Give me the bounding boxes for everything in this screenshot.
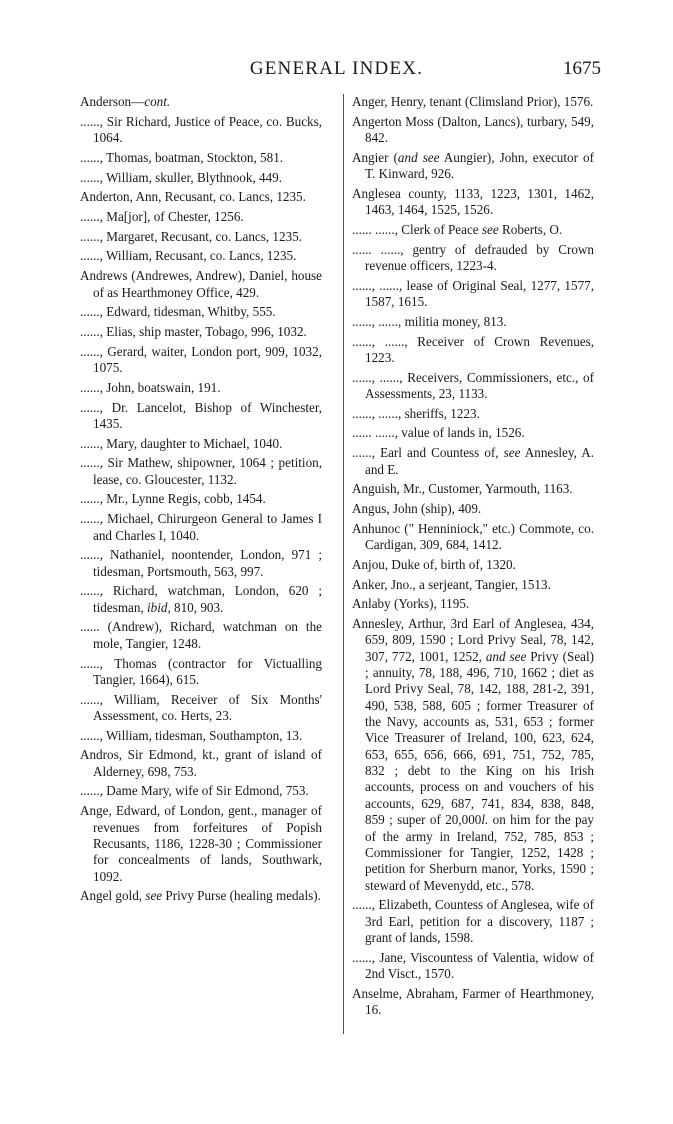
index-entry: Angel gold, see Privy Purse (healing medals). <box>80 888 321 904</box>
index-entry: Anglesea county, 1133, 1223, 1301, 1462, 1463, 1464, 1525, 1526. <box>352 185 594 218</box>
index-entry: ......, Thomas, boatman, Stockton, 581. <box>80 149 284 165</box>
index-entry: ......, Mary, daughter to Michael, 1040. <box>80 435 283 451</box>
index-column-left <box>80 94 322 908</box>
page-header <box>0 58 673 88</box>
index-entry: Annesley, Arthur, 3rd Earl of Anglesea, 434, 659, 809, 1590 ; Lord Privy Seal, 78, 142, 307, 772, 1001, 1252, and see Privy (Seal) ; annuity, 78, 188, 496, 710, 1662 ; diet as Lord Privy Seal, 78, 142, 188, 281-2, 391, 490, 538, 588, 605 ; former Treasurer of the Navy, accounts as, 531, 653 ; former Vice Treasurer of Ireland, 100, 623, 624, 653, 655, 656, 666, 691, 751, 752, 785, 832 ; debt to the King on his Irish accounts, process on and vouchers of his accounts, 629, 687, 741, 834, 838, 848, 859 ; super of 20,000l. on him for the pay of the army in Ireland, 752, 785, 853 ; Commissioner for Tangier, 1252, 1428 ; petition for Sherburn manor, Yorks, 1590 ; steward of Mevenydd, etc., 578. <box>352 616 595 893</box>
index-entry: ......, ......, sheriffs, 1223. <box>352 405 480 421</box>
index-entry: ......, William, tidesman, Southampton, 13. <box>80 727 303 743</box>
index-entry: ......, William, skuller, Blythnook, 449. <box>80 169 283 185</box>
index-entry: Anguish, Mr., Customer, Yarmouth, 1163. <box>352 481 573 497</box>
index-entry: ......, Nathaniel, noontender, London, 971 ; tidesman, Portsmouth, 563, 997. <box>80 547 322 579</box>
index-entry: Andros, Sir Edmond, kt., grant of island of Alderney, 698, 753. <box>80 747 322 779</box>
index-entry: ......, Elizabeth, Countess of Anglesea, wife of 3rd Earl, petition for a discovery, 1187 ; grant of lands, 1598. <box>352 897 594 945</box>
index-entry: Anhunoc (" Henniniock," etc.) Commote, co. Cardigan, 309, 684, 1412. <box>352 520 594 553</box>
index-entry: ......, Thomas (contractor for Victualling Tangier, 1664), 615. <box>80 655 322 687</box>
index-entry: Andrews (Andrewes, Andrew), Daniel, house of as Hearthmoney Office, 429. <box>80 268 322 300</box>
column-divider <box>343 94 344 1034</box>
index-entry: ......, Mr., Lynne Regis, cobb, 1454. <box>80 491 266 507</box>
running-title: GENERAL INDEX. <box>249 58 424 79</box>
index-entry: Anker, Jno., a serjeant, Tangier, 1513. <box>352 576 551 592</box>
index-entry: ......, Sir Mathew, shipowner, 1064 ; petition, lease, co. Gloucester, 1132. <box>80 455 322 487</box>
index-entry: ......, ......, Receivers, Commissioners, etc., of Assessments, 23, 1133. <box>352 369 594 402</box>
index-entry: Angier (and see Aungier), John, executor of T. Kinward, 926. <box>352 149 594 182</box>
index-entry: ......, ......, lease of Original Seal, 1277, 1577, 1587, 1615. <box>352 277 594 310</box>
index-entry: ......, Ma[jor], of Chester, 1256. <box>80 209 244 225</box>
index-entry: ......, Richard, watchman, London, 620 ; tidesman, ibid, 810, 903. <box>80 583 322 615</box>
index-column-right <box>352 94 594 1022</box>
page-number: 1675 <box>563 58 601 79</box>
index-entry: Angerton Moss (Dalton, Lancs), turbary, 549, 842. <box>352 113 594 146</box>
index-entry: ......, William, Receiver of Six Months' Assessment, co. Herts, 23. <box>80 691 322 723</box>
index-entry: ...... ......, Clerk of Peace see Roberts, O. <box>352 221 563 237</box>
index-entry: ......, Earl and Countess of, see Annesley, A. and E. <box>352 445 594 477</box>
index-entry: ......, Sir Richard, Justice of Peace, co. Bucks, 1064. <box>80 113 322 146</box>
index-entry: ...... ......, value of lands in, 1526. <box>352 425 525 441</box>
index-entry: ......, John, boatswain, 191. <box>80 379 221 395</box>
index-entry: ......, Michael, Chirurgeon General to James I and Charles I, 1040. <box>80 511 322 543</box>
index-entry: ......, Elias, ship master, Tobago, 996, 1032. <box>80 324 307 340</box>
index-entry: Angus, John (ship), 409. <box>352 501 482 517</box>
index-entry: ......, Dr. Lancelot, Bishop of Winchester, 1435. <box>80 399 322 431</box>
index-entry: Anger, Henry, tenant (Climsland Prior), 1576. <box>352 94 594 109</box>
index-entry: Anselme, Abraham, Farmer of Hearthmoney, 16. <box>352 985 594 1018</box>
index-entry: Ange, Edward, of London, gent., manager of revenues from forfeitures of Popish Recusants, 1186, 1228-30 ; Commissioner for concealments of lands, Southwark, 1092. <box>80 803 322 884</box>
index-entry: ......, ......, Receiver of Crown Revenues, 1223. <box>352 333 594 365</box>
index-entry: ...... (Andrew), Richard, watchman on the mole, Tangier, 1248. <box>80 619 322 651</box>
index-entry: Anjou, Duke of, birth of, 1320. <box>352 556 516 572</box>
index-entry: ......, Margaret, Recusant, co. Lancs, 1235. <box>80 228 302 244</box>
index-entry: ...... ......, gentry of defrauded by Crown revenue officers, 1223-4. <box>352 241 594 274</box>
index-entry: ......, Edward, tidesman, Whitby, 555. <box>80 304 276 320</box>
index-entry: ......, Dame Mary, wife of Sir Edmond, 753. <box>80 783 309 799</box>
index-entry: ......, Gerard, waiter, London port, 909, 1032, 1075. <box>80 343 322 376</box>
index-entry: Anderton, Ann, Recusant, co. Lancs, 1235. <box>80 189 306 205</box>
index-entry: ......, ......, militia money, 813. <box>352 313 507 329</box>
index-entry: Anlaby (Yorks), 1195. <box>352 596 470 612</box>
index-entry: ......, William, Recusant, co. Lancs, 1235. <box>80 248 297 264</box>
index-entry: Anderson—cont. <box>80 94 171 109</box>
index-entry: ......, Jane, Viscountess of Valentia, widow of 2nd Visct., 1570. <box>352 949 594 982</box>
